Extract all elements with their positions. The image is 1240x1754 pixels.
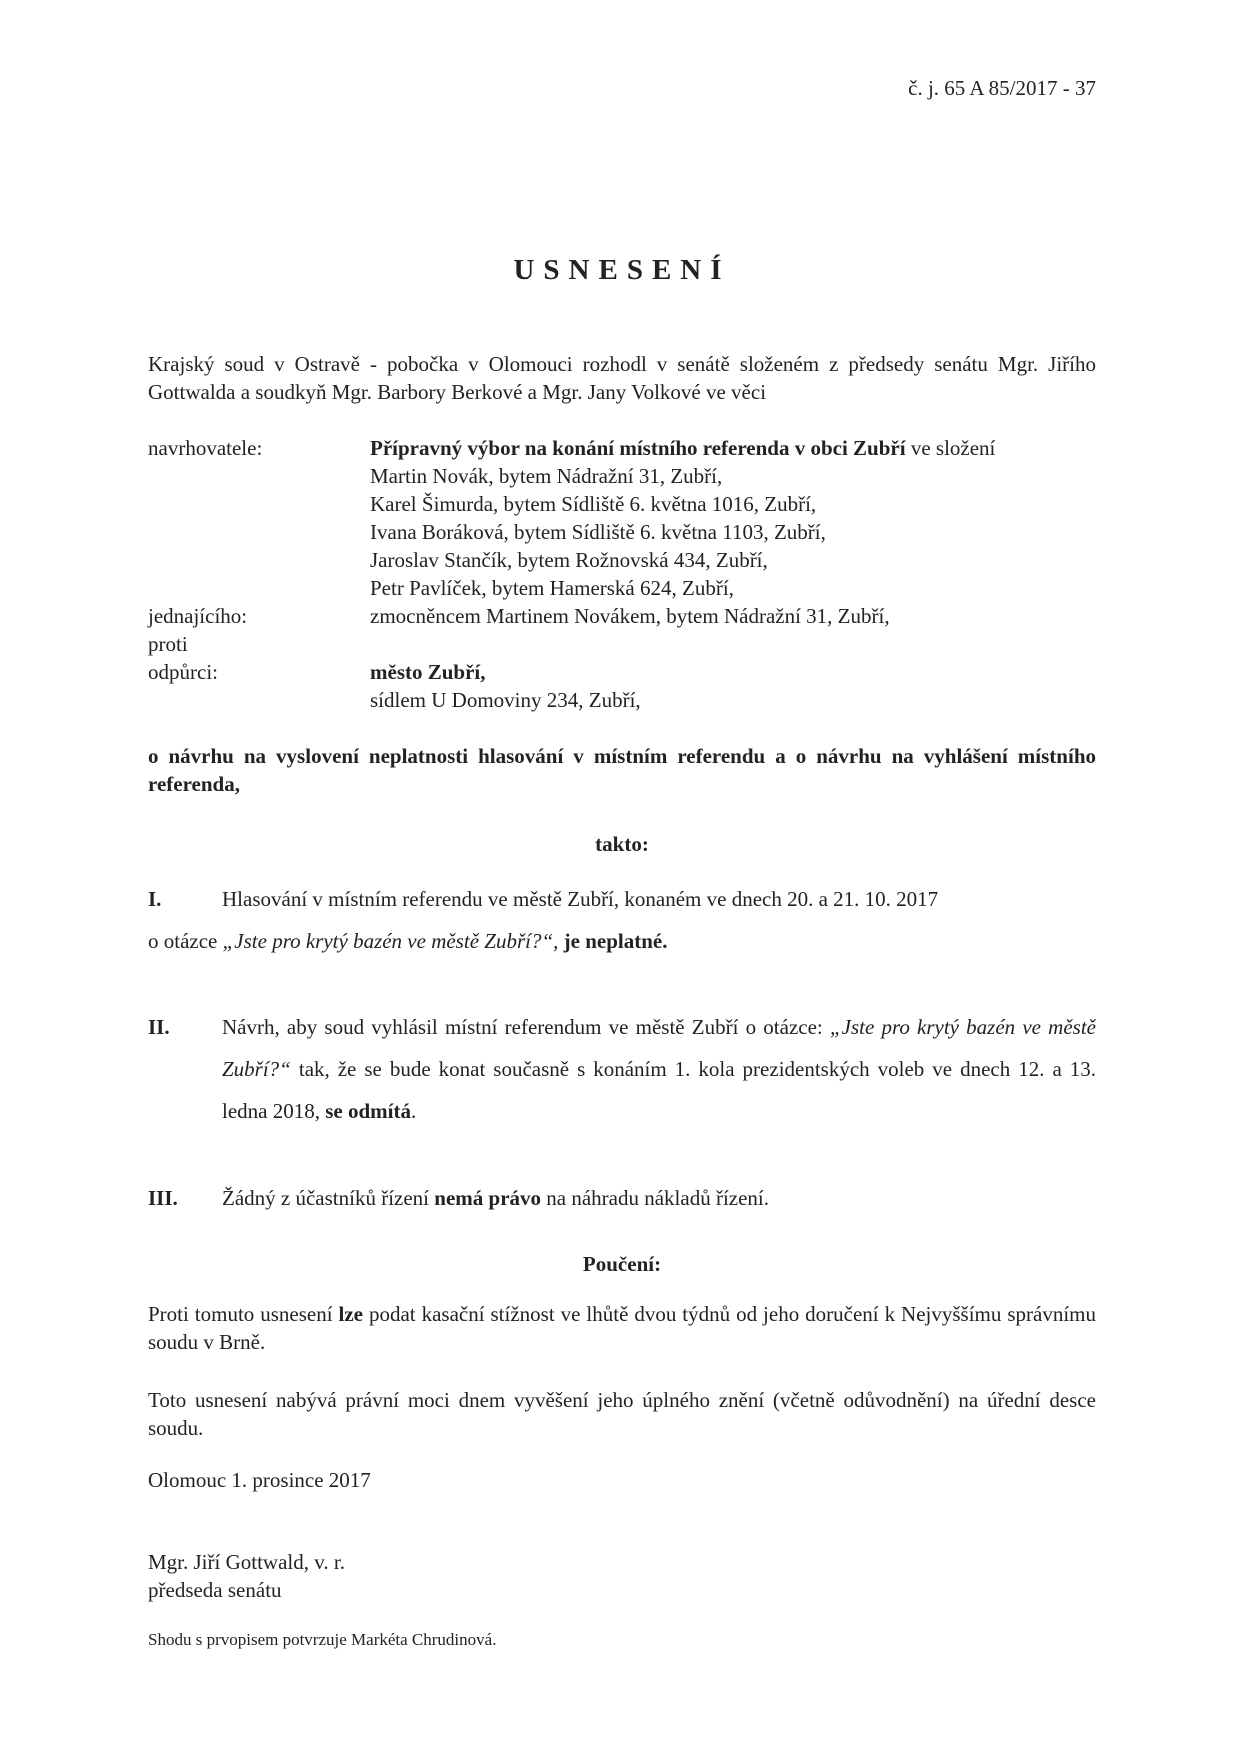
verdict-emphasis: nemá právo	[434, 1186, 542, 1210]
petitioner-row	[148, 434, 1096, 602]
petitioner-value	[370, 434, 1096, 602]
verdict-text	[222, 1177, 1096, 1219]
referendum-question: „Jste pro krytý bazén ve městě Zubří?“	[222, 1015, 1096, 1081]
respondent-name: město Zubří,	[370, 660, 486, 684]
pouceni-paragraph-2: Toto usnesení nabývá právní moci dnem vyvěšení jeho úplného znění (včetně odůvodnění) na úřední desce soudu.	[148, 1388, 1096, 1440]
verdict-text-part: Návrh, aby soud vyhlásil místní referendum ve městě Zubří o otázce:	[222, 1015, 830, 1039]
parties-block	[148, 434, 1096, 714]
acting-label: jednajícího:	[148, 604, 248, 628]
petitioner-name: Přípravný výbor na konání místního referenda v obci Zubří	[370, 436, 906, 460]
member-line: Jaroslav Stančík, bytem Rožnovská 434, Zubří,	[370, 548, 768, 572]
verdict-continuation	[148, 920, 1096, 962]
verdict-item-ii	[148, 1006, 1096, 1132]
verdict-text-part: Hlasování v místním referendu ve městě Zubří, konaném ve dnech 20. a 21. 10. 2017	[222, 887, 939, 911]
verdict-item-i	[148, 878, 1096, 962]
document-page	[148, 0, 1096, 1754]
referendum-question: „Jste pro krytý bazén ve městě Zubří?“,	[222, 929, 559, 953]
member-line: Martin Novák, bytem Nádražní 31, Zubří,	[370, 464, 723, 488]
verdict-emphasis: se odmítá	[325, 1099, 411, 1123]
certification-note: Shodu s prvopisem potvrzuje Markéta Chrudinová.	[148, 1630, 497, 1649]
signature-name: Mgr. Jiří Gottwald, v. r.	[148, 1550, 345, 1574]
intro-paragraph: Krajský soud v Ostravě - pobočka v Olomouci rozhodl v senátě složeném z předsedy senátu Mgr. Jiřího Gottwalda a soudkyň Mgr. Barbory Berkové a Mgr. Jany Volkové ve věci	[148, 352, 1096, 404]
verdict-text-part: tak, že se bude konat současně s konáním 1. kola prezidentských voleb ve dnech 12. a 13. ledna 2018,	[222, 1057, 1096, 1123]
verdict-text-part: na náhradu nákladů řízení.	[541, 1186, 770, 1210]
document-title: USNESENÍ	[513, 254, 731, 286]
member-line: Ivana Boráková, bytem Sídliště 6. května 1103, Zubří,	[370, 520, 826, 544]
against-row	[148, 630, 1096, 658]
verdict-number: III.	[148, 1186, 178, 1210]
against-label: proti	[148, 632, 188, 656]
verdict-text	[222, 1006, 1096, 1132]
member-line: Karel Šimurda, bytem Sídliště 6. května 1016, Zubří,	[370, 492, 817, 516]
takto-heading: takto:	[595, 832, 649, 856]
subject-paragraph: o návrhu na vyslovení neplatnosti hlasování v místním referendu a o návrhu na vyhlášení místního referenda,	[148, 744, 1096, 796]
signature-block	[148, 1548, 345, 1604]
member-line: Petr Pavlíček, bytem Hamerská 624, Zubří,	[370, 576, 734, 600]
verdict-text	[148, 878, 1096, 962]
pouceni-emphasis: lze	[338, 1302, 364, 1326]
pouceni-text-part: podat kasační stížnost ve lhůtě dvou týdnů od jeho doručení k Nejvyššímu správnímu soudu v Brně.	[148, 1302, 1096, 1354]
petitioner-suffix: ve složení	[905, 436, 996, 460]
verdict-text-part: Žádný z účastníků řízení	[222, 1186, 435, 1210]
respondent-seat: sídlem U Domoviny 234, Zubří,	[370, 688, 641, 712]
acting-value: zmocněncem Martinem Novákem, bytem Nádražní 31, Zubří,	[370, 604, 890, 628]
respondent-label: odpůrci:	[148, 660, 218, 684]
verdict-number: I.	[148, 887, 162, 911]
verdict-text-part: .	[410, 1099, 417, 1123]
signature-role: předseda senátu	[148, 1578, 282, 1602]
verdict-number: II.	[148, 1015, 170, 1039]
acting-row	[148, 602, 1096, 630]
pouceni-text-part: Proti tomuto usnesení	[148, 1302, 339, 1326]
verdict-emphasis: je neplatné.	[563, 929, 668, 953]
respondent-row	[148, 658, 1096, 714]
case-number: č. j. 65 A 85/2017 - 37	[908, 76, 1096, 100]
petitioner-label: navrhovatele:	[148, 436, 263, 460]
pouceni-heading: Poučení:	[582, 1252, 662, 1276]
verdict-text-part: o otázce	[148, 929, 223, 953]
place-date: Olomouc 1. prosince 2017	[148, 1468, 371, 1492]
pouceni-paragraph-1	[148, 1300, 1096, 1356]
respondent-value	[370, 658, 1096, 714]
verdict-item-iii	[148, 1177, 1096, 1219]
